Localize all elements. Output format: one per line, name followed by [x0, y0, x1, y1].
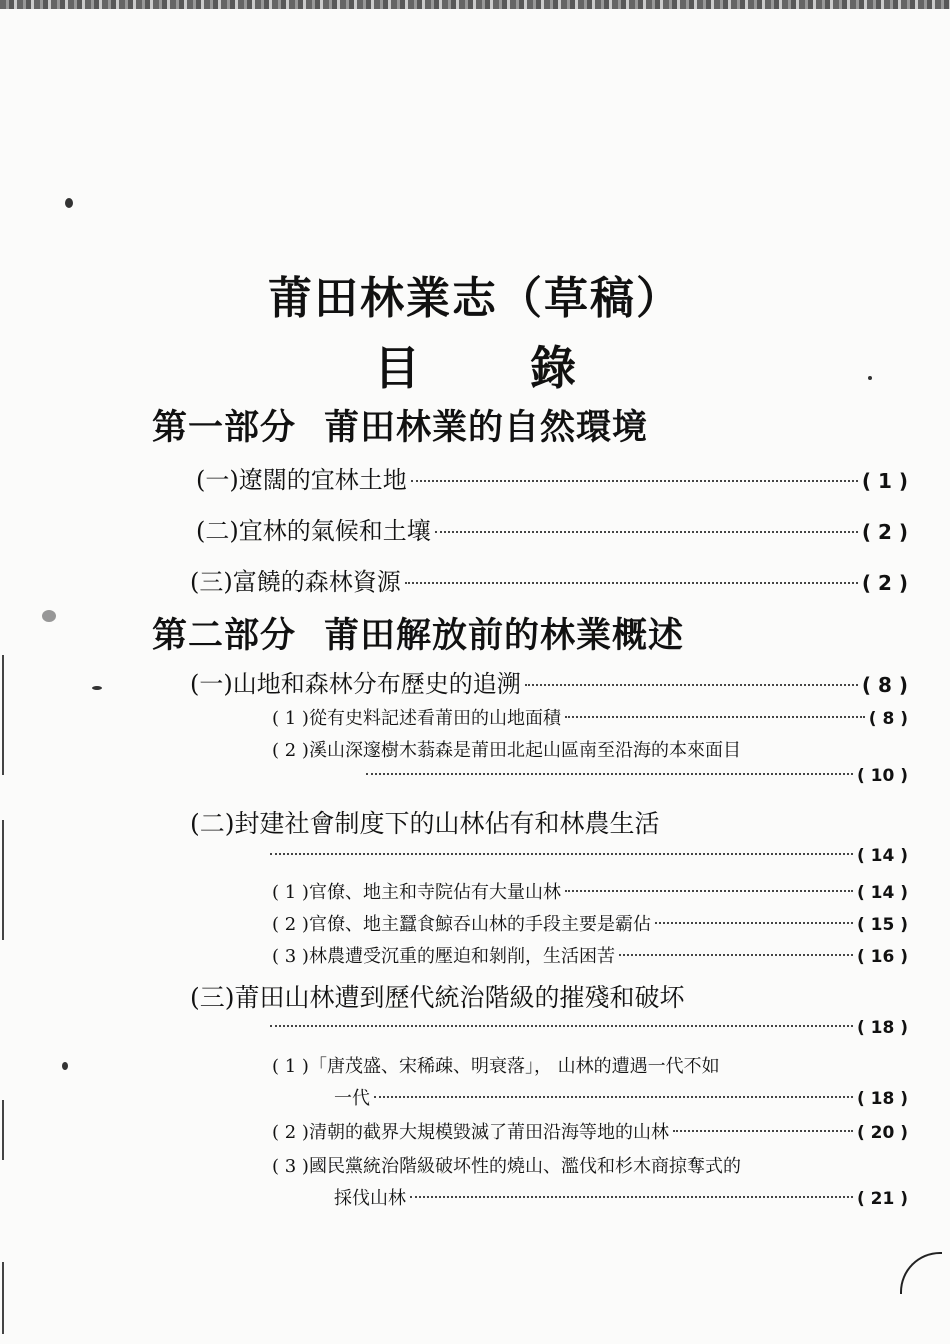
document-title: 莆田林業志（草稿）	[268, 273, 682, 324]
toc-subentry[interactable]	[272, 942, 908, 968]
toc-subentry-continuation	[334, 1184, 908, 1210]
toc-subentry-label[interactable]: ( 3 )國民黨統治階級破坏性的燒山、濫伐和杉木商掠奪式的	[272, 1156, 741, 1177]
part-1-title: 莆田林業的自然環境	[324, 407, 649, 448]
toc-subentry-label: ( 1 )官僚、地主和寺院佔有大量山林	[272, 882, 561, 903]
toc-entry-label: (一)山地和森林分布歷史的追溯	[190, 670, 521, 698]
toc-page-number: ( 14 )	[856, 846, 908, 866]
toc-entry-label: (一)遼闊的宜林土地	[196, 466, 407, 494]
toc-leader-dots	[374, 1096, 853, 1098]
toc-subentry[interactable]	[272, 704, 908, 730]
toc-leader-dots	[673, 1130, 853, 1132]
toc-leader-dots	[270, 853, 853, 855]
toc-entry-label[interactable]: (二)封建社會制度下的山林佔有和林農生活	[190, 809, 660, 838]
toc-subentry-label: ( 2 )清朝的截界大規模毀滅了莆田沿海等地的山林	[272, 1122, 669, 1143]
toc-leader-dots	[405, 582, 858, 584]
toc-entry-label[interactable]: (三)莆田山林遭到歷代統治階級的摧殘和破坏	[190, 983, 685, 1012]
toc-page-number: ( 1 )	[861, 469, 908, 493]
toc-leader-dots	[525, 684, 858, 686]
toc-page-number: ( 16 )	[856, 947, 908, 967]
toc-subentry[interactable]	[272, 1118, 908, 1144]
toc-subentry-continuation	[334, 1084, 908, 1110]
contents-heading-char-1: 目	[374, 341, 420, 395]
toc-subentry-label: ( 1 )從有史料記述看莆田的山地面積	[272, 708, 561, 729]
toc-entry[interactable]	[196, 460, 908, 495]
contents-heading	[0, 332, 950, 398]
toc-leader-dots	[435, 531, 858, 533]
toc-subentry-continuation	[366, 766, 908, 786]
toc-page-number: ( 21 )	[856, 1189, 908, 1209]
toc-page-number: ( 18 )	[856, 1018, 908, 1038]
toc-leader-dots	[366, 773, 853, 775]
scan-speck	[65, 198, 73, 208]
toc-leader-dots	[619, 954, 853, 956]
toc-subentry[interactable]	[272, 878, 908, 904]
scan-margin-mark	[2, 655, 4, 775]
toc-leader-dots	[410, 1196, 853, 1198]
toc-entry[interactable]	[190, 664, 908, 699]
toc-page-number: ( 8 )	[868, 709, 908, 729]
toc-subentry-label: 一代	[334, 1088, 370, 1109]
scan-margin-mark	[2, 1100, 4, 1160]
toc-subentry[interactable]	[272, 910, 908, 936]
scan-margin-mark	[2, 1262, 4, 1334]
toc-page-number: ( 14 )	[856, 883, 908, 903]
toc-entry-label: (二)宜林的氣候和土壤	[196, 517, 431, 545]
toc-subentry-label[interactable]: ( 2 )溪山深邃樹木蓊森是莆田北起山區南至沿海的本來面目	[272, 740, 741, 761]
toc-page-number: ( 8 )	[861, 673, 908, 697]
toc-entry-continuation	[270, 846, 908, 866]
scan-margin-mark	[2, 820, 4, 940]
part-2-number: 第二部分	[152, 615, 297, 656]
part-1-heading	[152, 400, 648, 450]
toc-page-number: ( 10 )	[856, 766, 908, 786]
contents-heading-char-2: 錄	[530, 341, 576, 395]
toc-entry-continuation	[270, 1018, 908, 1038]
toc-page-number: ( 2 )	[861, 571, 908, 595]
toc-leader-dots	[411, 480, 858, 482]
toc-page-number: ( 20 )	[856, 1123, 908, 1143]
toc-subentry-label: 採伐山林	[334, 1188, 406, 1209]
toc-page-number: ( 2 )	[861, 520, 908, 544]
scan-speck	[62, 1062, 68, 1070]
toc-entry[interactable]	[196, 511, 908, 546]
toc-leader-dots	[565, 716, 865, 718]
toc-entry-label: (三)富饒的森林資源	[190, 568, 401, 596]
scan-edge-artifact	[0, 0, 950, 9]
part-2-heading	[152, 608, 684, 658]
toc-subentry-label[interactable]: ( 1 )「唐茂盛、宋稀疎、明衰落」， 山林的遭遇一代不如	[272, 1056, 720, 1077]
part-2-title: 莆田解放前的林業概述	[324, 615, 685, 656]
part-1-number: 第一部分	[152, 407, 297, 448]
scan-speck	[92, 686, 102, 690]
toc-page-number: ( 18 )	[856, 1089, 908, 1109]
toc-subentry-label: ( 2 )官僚、地主蠶食鯨吞山林的手段主要是霸佔	[272, 914, 651, 935]
scan-speck	[42, 610, 56, 622]
toc-subentry-label: ( 3 )林農遭受沉重的壓迫和剝削，生活困苦	[272, 946, 615, 967]
toc-page-number: ( 15 )	[856, 915, 908, 935]
toc-entry[interactable]	[190, 562, 908, 597]
toc-leader-dots	[270, 1025, 853, 1027]
toc-leader-dots	[565, 890, 853, 892]
toc-leader-dots	[655, 922, 853, 924]
scan-corner-mark	[900, 1252, 942, 1294]
